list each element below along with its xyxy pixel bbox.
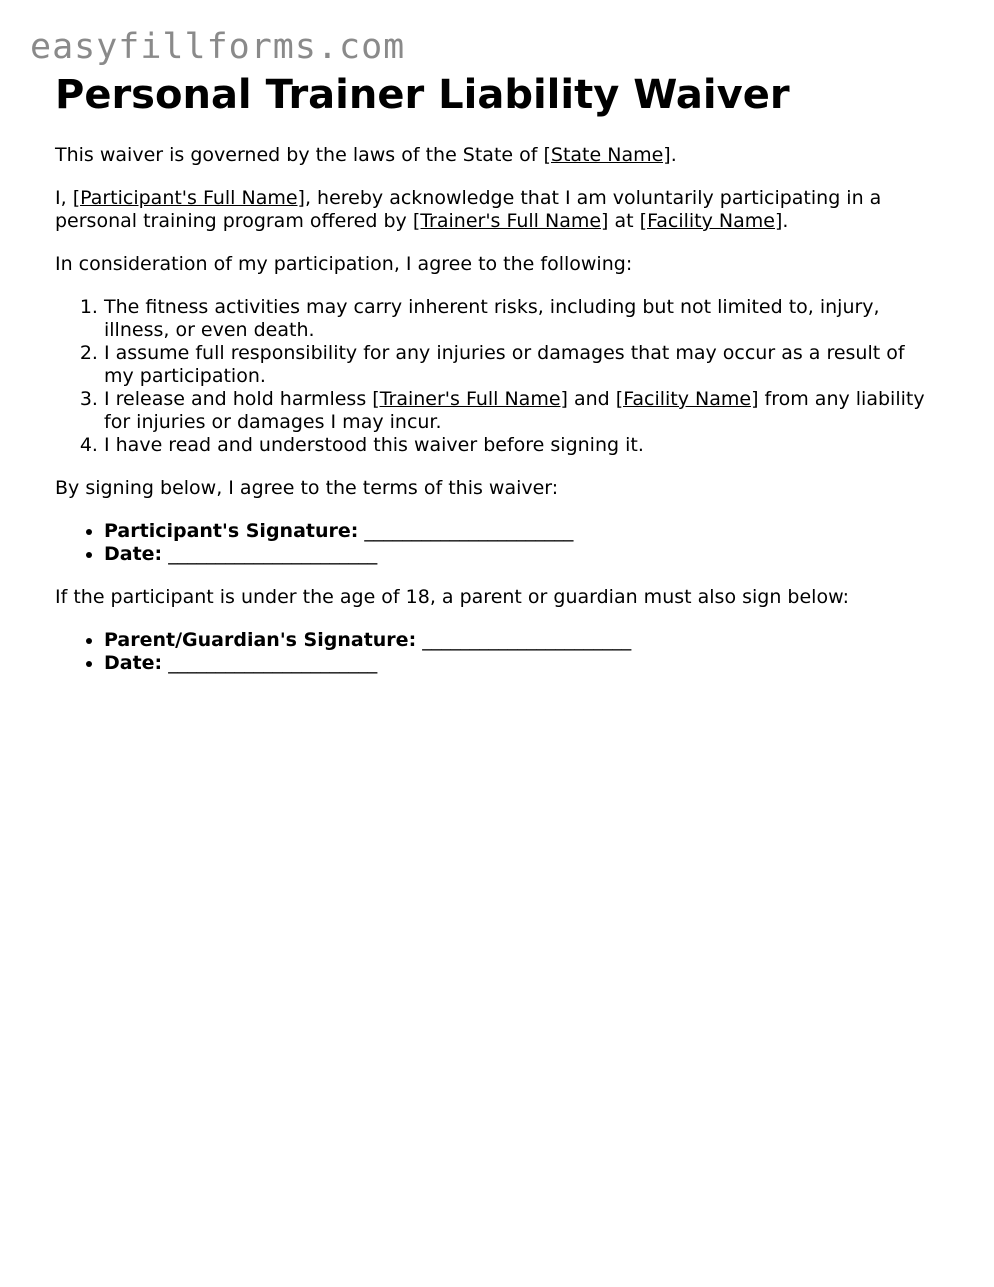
release-text-2: and bbox=[567, 388, 616, 410]
acknowledgement-text-1: I, bbox=[55, 187, 73, 209]
guardian-date-field[interactable] bbox=[104, 652, 935, 675]
term-item-risks: 1. The fitness activities may carry inherent risks, including but not limited to, injury, illness, or even death. bbox=[104, 296, 935, 342]
guardian-signature-field[interactable] bbox=[104, 629, 935, 652]
terms-list bbox=[55, 296, 935, 457]
participant-date-field[interactable] bbox=[104, 543, 935, 566]
release-trainer-placeholder: [Trainer's Full Name] bbox=[372, 388, 568, 410]
page-title: Personal Trainer Liability Waiver bbox=[55, 72, 790, 118]
release-text-3: from any liability for injuries or damages I may incur. bbox=[104, 388, 925, 433]
signing-intro-paragraph: By signing below, I agree to the terms of this waiver: bbox=[55, 477, 559, 499]
acknowledgement-text-2: , hereby acknowledge that I am voluntarily participating in a personal training program offered by bbox=[55, 187, 882, 232]
state-name-placeholder: [State Name] bbox=[543, 144, 671, 166]
trainer-name-placeholder: [Trainer's Full Name] bbox=[412, 210, 609, 232]
participant-name-placeholder: [Participant's Full Name] bbox=[72, 187, 305, 209]
guardian-signature-label: Parent/Guardian's Signature: bbox=[104, 629, 417, 651]
acknowledgement-text-4: . bbox=[782, 210, 789, 232]
participant-date-blank[interactable]: ______________________ bbox=[168, 543, 378, 565]
minor-note-paragraph: If the participant is under the age of 18, a parent or guardian must also sign below: bbox=[55, 586, 849, 608]
release-facility-placeholder: [Facility Name] bbox=[615, 388, 759, 410]
release-text-1: I release and hold harmless bbox=[104, 388, 373, 410]
facility-name-placeholder: [Facility Name] bbox=[639, 210, 783, 232]
governing-law-prefix: This waiver is governed by the laws of the State of bbox=[55, 144, 544, 166]
guardian-date-blank[interactable]: ______________________ bbox=[168, 652, 378, 674]
guardian-signature-list bbox=[55, 629, 935, 675]
document-page bbox=[55, 72, 935, 695]
term-item-release bbox=[104, 388, 935, 434]
participant-signature-list bbox=[55, 520, 935, 566]
consideration-paragraph: In consideration of my participation, I agree to the following: bbox=[55, 253, 633, 275]
guardian-signature-blank[interactable]: ______________________ bbox=[422, 629, 632, 651]
governing-law-suffix: . bbox=[670, 144, 677, 166]
guardian-date-label: Date: bbox=[104, 652, 163, 674]
term-item-understood: 4. I have read and understood this waiver before signing it. bbox=[104, 434, 935, 457]
acknowledgement-text-3: at bbox=[608, 210, 640, 232]
watermark: easyfillforms.com bbox=[30, 27, 406, 67]
participant-signature-blank[interactable]: ______________________ bbox=[364, 520, 574, 542]
participant-signature-label: Participant's Signature: bbox=[104, 520, 359, 542]
governing-law-paragraph bbox=[55, 144, 935, 167]
term-item-responsibility: 2. I assume full responsibility for any injuries or damages that may occur as a result of my participation. bbox=[104, 342, 935, 388]
acknowledgement-paragraph bbox=[55, 187, 935, 233]
participant-signature-field[interactable] bbox=[104, 520, 935, 543]
participant-date-label: Date: bbox=[104, 543, 163, 565]
